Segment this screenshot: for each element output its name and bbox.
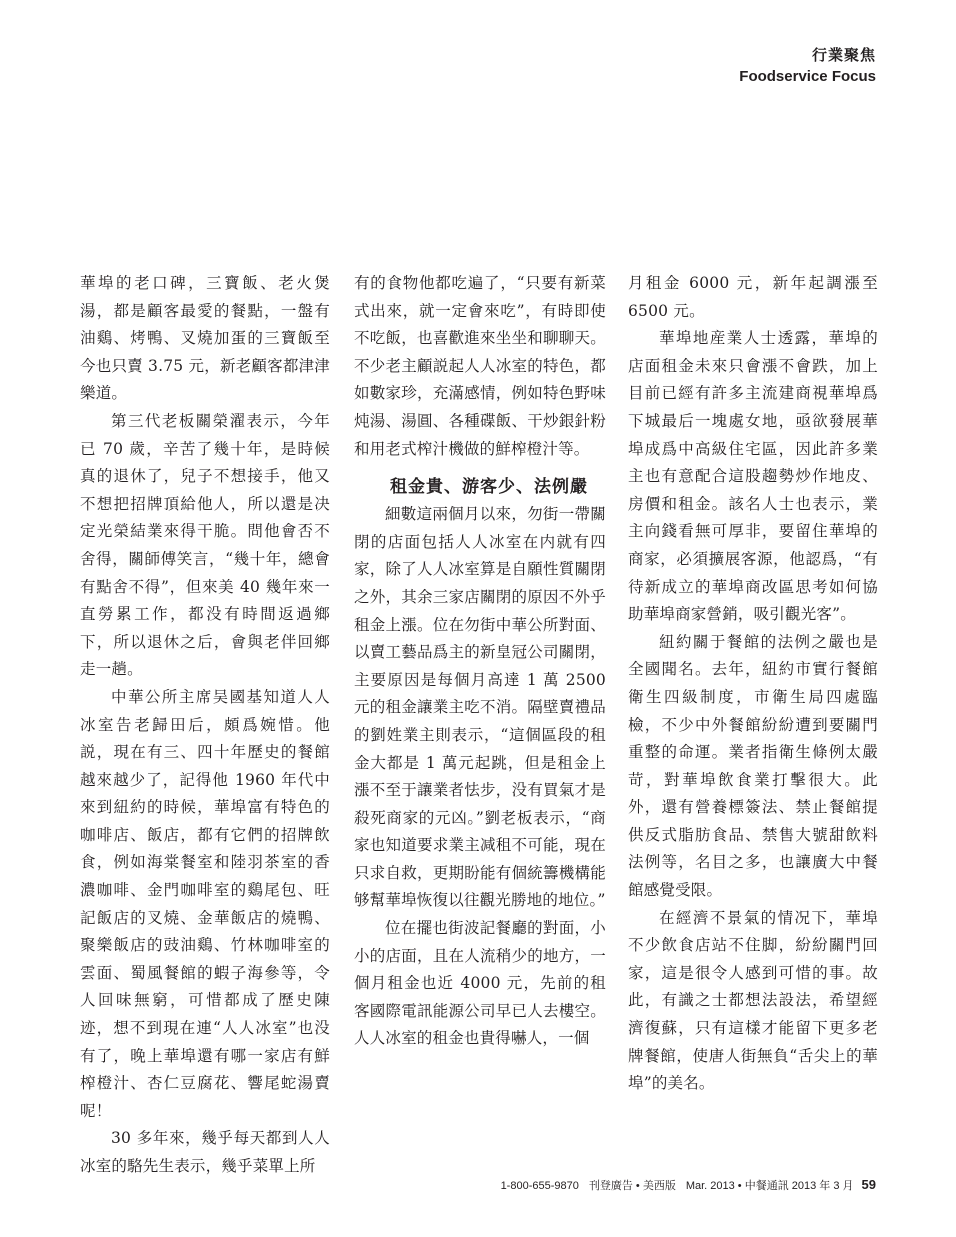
paragraph: 有的食物他都吃遍了，“只要有新菜式出來，就一定會來吃”，有時即使不吃飯，也喜歡進來坐坐和聊聊天。不少老主顧説起人人冰室的特色，都如數家珍，充滿感情，例如特色野味炖湯、湯圓、各種碟飯、干炒銀針粉和用老式榨汁機做的鮮榨橙汁等。 (354, 274, 606, 458)
page-header (739, 44, 876, 88)
article-column-3 (628, 270, 878, 1098)
paragraph: 華埠地産業人士透露，華埠的店面租金未來只會漲不會跌，加上目前已經有許多主流建商視華埠爲下城最后一塊處女地，亟欲發展華埠成爲中高級住宅區，因此許多業主也有意配合這股趨勢炒作地皮、房價和租金。該名人士也表示，業主向錢看無可厚非，要留住華埠的商家，必須擴展客源，他認爲，“有待新成立的華埠商改區思考如何協助華埠商家營銷，吸引觀光客”。 (628, 329, 878, 624)
article-column-1 (80, 270, 330, 1181)
advertising-phone: 1-800-655-9870 (500, 1180, 579, 1192)
paragraph: 華埠的老口碑，三寶飯、老火煲湯，都是顧客最愛的餐點，一盤有油鷄、烤鴨、叉燒加蛋的三寶飯至今也只賣 3.75 元，新老顧客都津津樂道。 (80, 274, 330, 403)
section-title-zh: 行業聚焦 (811, 46, 876, 64)
paragraph: 紐約關于餐館的法例之嚴也是全國聞名。去年，紐約市實行餐館衛生四級制度，市衛生局四處臨檢，不少中外餐館紛紛遭到要關門重整的命運。業者指衛生條例太嚴苛，對華埠飲食業打擊很大。此外，還有營養標簽法、禁止餐館提供反式脂肪食品、禁售大號甜飲料法例等，名目之多，也讓廣大中餐館感覺受限。 (628, 632, 878, 900)
section-heading: 租金貴、游客少、法例嚴 (390, 477, 588, 498)
page-number: 59 (861, 1177, 876, 1192)
advertising-label: 刊登廣告 • 美西版 (588, 1180, 676, 1192)
paragraph: 中華公所主席吴國基知道人人冰室告老歸田后，頗爲婉惜。他説，現在有三、四十年歷史的餐館越來越少了，記得他 1960 年代中來到紐約的時候，華埠富有特色的咖啡店、飯店，都有它們的招牌飲食，例如海棠餐室和陸羽茶室的香濃咖啡、金門咖啡室的鷄尾包、旺記飯店的叉燒、金華飯店的燒鴨、聚樂飯店的豉油鷄、竹林咖啡室的雲面、蜀風餐館的蝦子海參等，令人回味無窮，可惜都成了歷史陳迹，想不到現在連“人人冰室”也没有了，晚上華埠還有哪一家店有鮮榨橙汁、杏仁豆腐花、響尾蛇湯賣呢！ (80, 687, 330, 1120)
section-title-en: Foodservice Focus (739, 68, 876, 85)
paragraph: 在經濟不景氣的情况下，華埠不少飲食店站不住脚，紛紛關門回家，這是很令人感到可惜的事。故此，有識之士都想法設法，希望經濟復蘇，只有這樣才能留下更多老牌餐館，使唐人街無負“舌尖上的華埠”的美名。 (628, 908, 878, 1093)
issue-date: Mar. 2013 • 中餐通訊 2013 年 3 月 (685, 1180, 854, 1192)
article-column-2 (354, 270, 606, 1053)
paragraph: 第三代老板關榮濯表示，今年已 70 歲，辛苦了幾十年，是時候真的退休了，兒子不想接手，他又不想把招牌頂給他人，所以還是决定光榮結業來得干脆。問他會否不舍得，關師傅笑言，“幾十年，總會有點舍不得”，但來美 40 幾年來一直勞累工作，都没有時間返過鄉下，所以退休之后，會與老伴回鄉走一趟。 (80, 411, 330, 679)
page-footer (501, 1176, 876, 1195)
paragraph: 30 多年來，幾乎每天都到人人冰室的駱先生表示，幾乎菜單上所 (80, 1129, 330, 1175)
paragraph: 月租金 6000 元，新年起調漲至 6500 元。 (628, 274, 878, 320)
paragraph: 細數這兩個月以來，勿街一帶關閉的店面包括人人冰室在内就有四家，除了人人冰室算是自願性質關閉之外，其余三家店關閉的原因不外乎租金上漲。位在勿街中華公所對面、以賣工藝品爲主的新皇冠公司關閉，主要原因是每個月高達 1 萬 2500 元的租金讓業主吃不消。隔壁賣禮品的劉姓業主則表示，“這個區段的租金大都是 1 萬元起跳，但是租金上漲不至于讓業者怯步，没有買氣才是殺死商家的元凶。”劉老板表示，“商家也知道要求業主减租不可能，現在只求自救，更期盼能有個統籌機構能够幫華埠恢復以往觀光勝地的地位。” (354, 505, 606, 910)
paragraph: 位在擺也街波記餐廳的對面，小小的店面，且在人流稍少的地方，一個月租金也近 4000 元，先前的租客國際電訊能源公司早已人去樓空。人人冰室的租金也貴得嚇人，一個 (354, 919, 606, 1048)
